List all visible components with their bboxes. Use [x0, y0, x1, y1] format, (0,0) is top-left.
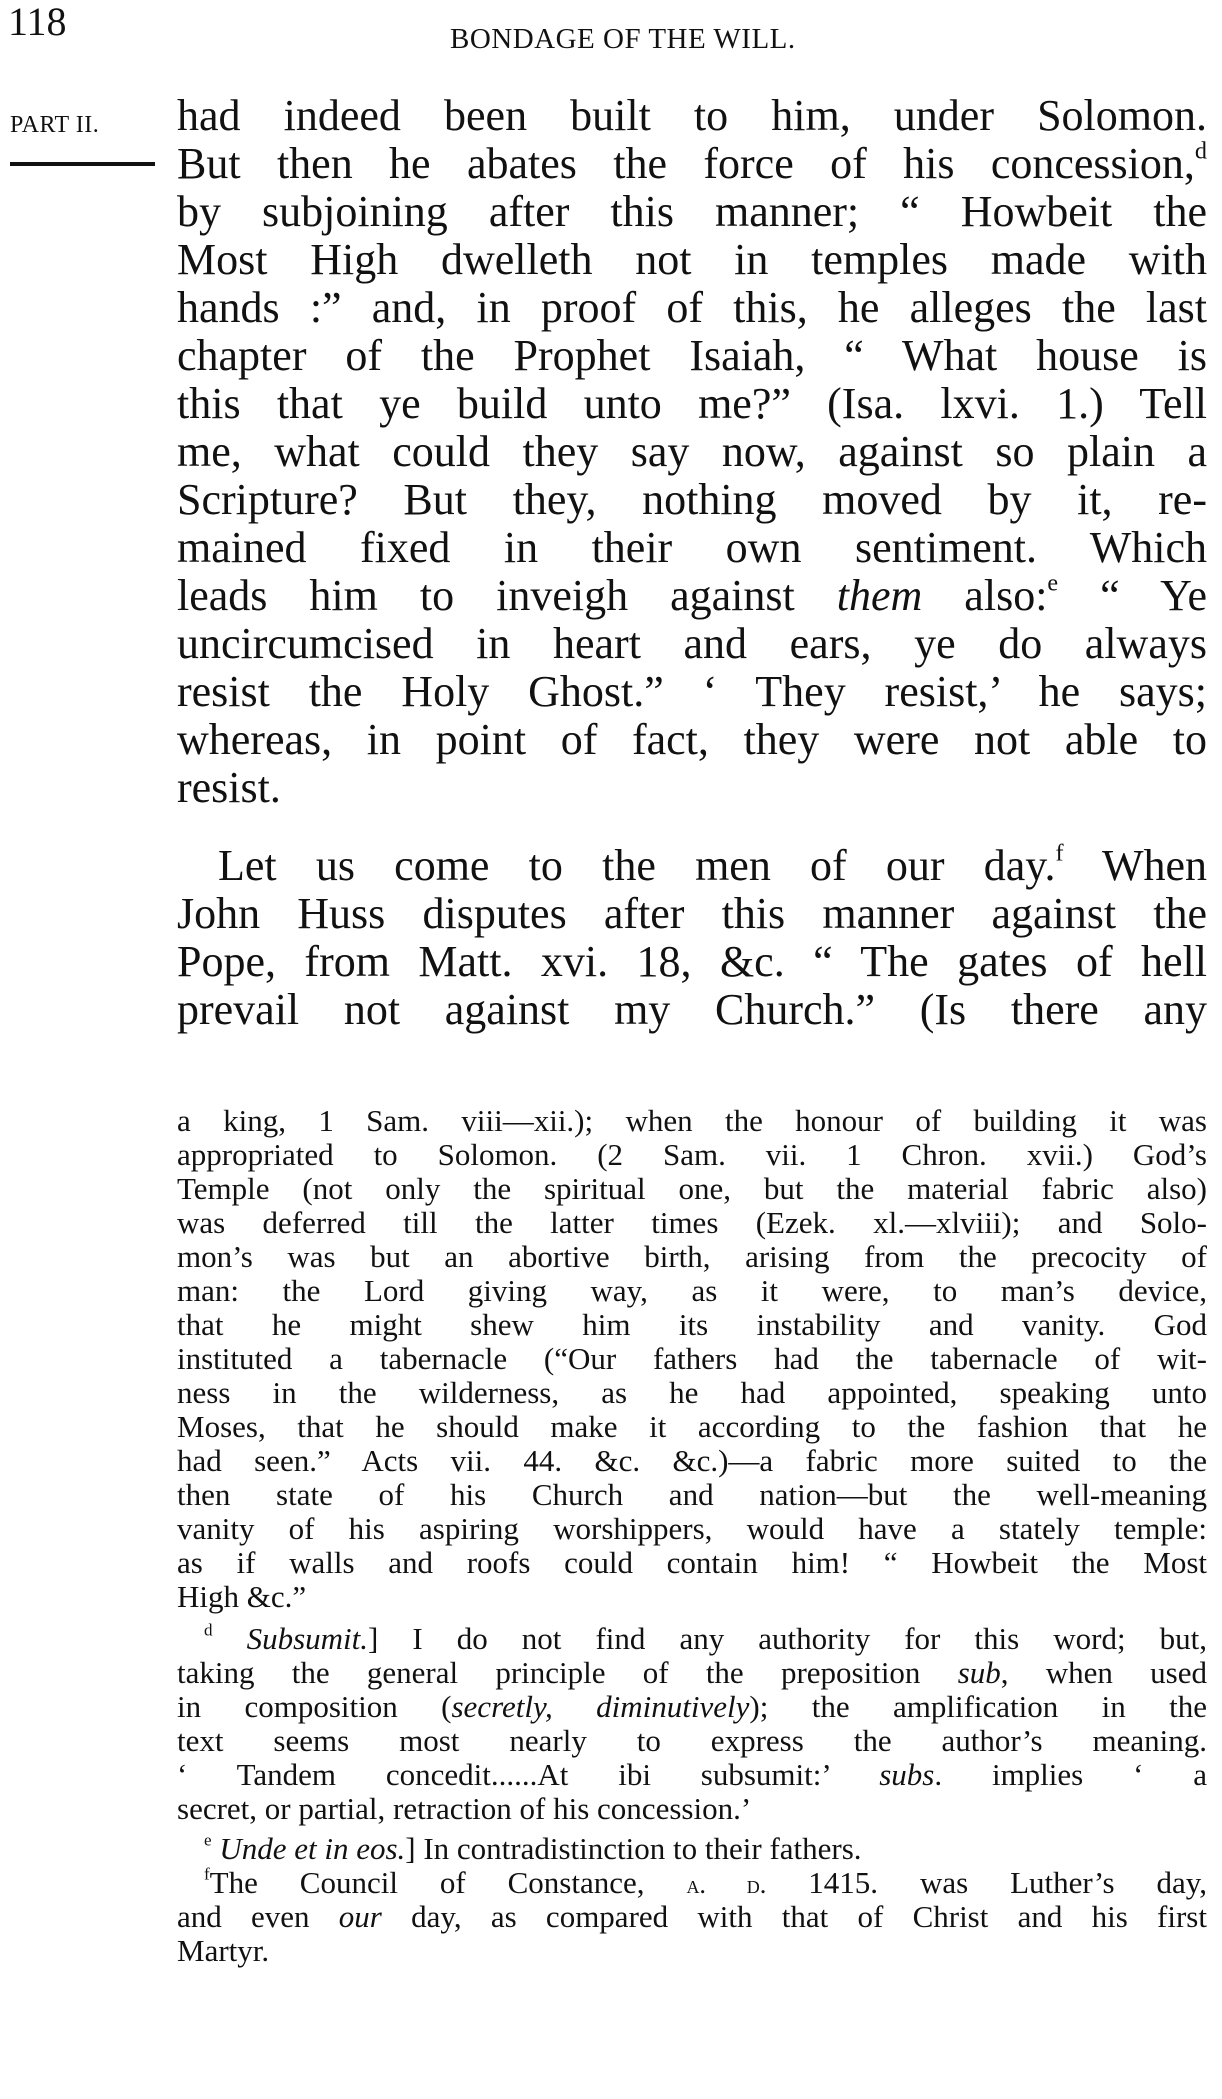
body-line: this that ye build unto me?” (Isa. lxvi. 1.) Tell [177, 379, 1207, 428]
body-line: had indeed been built to him, under Solomon. [177, 91, 1207, 140]
footnote-line: then state of his Church and nation—but the well-meaning [177, 1477, 1207, 1512]
footnote-e: $^e$ Unde et in eos.] In contradistinction to their fathers. [204, 1830, 862, 1866]
footnote-line: secret, or partial, retraction of his concession.’ [177, 1791, 752, 1826]
italic-text: secretly, diminutively [451, 1689, 750, 1724]
italic-text: sub [957, 1655, 1001, 1690]
footnote-f-line: and even our day, as compared with that of Christ and his first [177, 1899, 1207, 1934]
footnote-marker: e [204, 1830, 212, 1850]
italic-text: them [836, 571, 923, 620]
footnote-line: as if walls and roofs could contain him! “ Howbeit the Most [177, 1545, 1207, 1580]
body-line: me, what could they say now, against so plain a [177, 427, 1207, 476]
footnote-line: instituted a tabernacle (“Our fathers had the tabernacle of wit- [177, 1341, 1207, 1376]
body-line: Scripture? But they, nothing moved by it, re- [177, 475, 1207, 524]
footnote-marker: d [204, 1620, 213, 1640]
footnote-line: text seems most nearly to express the author’s meaning. [177, 1723, 1207, 1758]
margin-rule [10, 162, 155, 166]
footnote-line: mon’s was but an abortive birth, arising from the precocity of [177, 1239, 1207, 1274]
footnote-d-first-line: $^d$ Subsumit.] I do not find any authority for this word; but, [204, 1620, 1208, 1656]
page-number: 118 [8, 0, 67, 44]
body-line: Let us come to the men of our day.$^f$ When [218, 839, 1208, 890]
footnote-f-line: $^f$The Council of Constance, a. d. 1415. was Luther’s day, [204, 1864, 1207, 1900]
body-line: mained fixed in their own sentiment. Which [177, 523, 1207, 572]
footnote-line: ‘ Tandem concedit......At ibi subsumit:’ subs. implies ‘ a [177, 1757, 1207, 1792]
footnote-marker: d [1194, 137, 1207, 165]
running-title: BONDAGE OF THE WILL. [450, 23, 796, 55]
footnote-marker: f [1055, 839, 1064, 867]
footnote-marker: e [1047, 569, 1059, 597]
footnote-line: had seen.” Acts vii. 44. &c. &c.)—a fabric more suited to the [177, 1443, 1207, 1478]
body-line: prevail not against my Church.” (Is there any [177, 985, 1207, 1034]
footnote-lemma: Unde et in eos. [219, 1831, 406, 1866]
footnote-line: Temple (not only the spiritual one, but the material fabric also) [177, 1171, 1207, 1206]
body-line: resist the Holy Ghost.” ‘ They resist,’ he says; [177, 667, 1207, 716]
footnote-line: Moses, that he should make it according to the fashion that he [177, 1409, 1207, 1444]
footnote-line: ness in the wilderness, as he had appointed, speaking unto [177, 1375, 1207, 1410]
footnote-line: vanity of his aspiring worshippers, would have a stately temple: [177, 1511, 1207, 1546]
body-line: whereas, in point of fact, they were not able to [177, 715, 1207, 764]
footnote-line: High &c.” [177, 1579, 307, 1614]
body-line: John Huss disputes after this manner against the [177, 889, 1207, 938]
footnote-line: in composition (secretly, diminutively); the amplification in the [177, 1689, 1207, 1724]
footnote-line: appropriated to Solomon. (2 Sam. vii. 1 Chron. xvii.) God’s [177, 1137, 1207, 1172]
body-line: Pope, from Matt. xvi. 18, &c. “ The gates of hell [177, 937, 1207, 986]
footnote-f-line: Martyr. [177, 1933, 270, 1968]
margin-part-label: PART II. [10, 112, 100, 138]
footnote-lemma: Subsumit. [246, 1621, 369, 1656]
body-line: uncircumcised in heart and ears, ye do always [177, 619, 1207, 668]
footnote-line: man: the Lord giving way, as it were, to man’s device, [177, 1273, 1207, 1308]
small-caps-text: a. d. [686, 1870, 767, 1899]
footnote-line: that he might shew him its instability and vanity. God [177, 1307, 1207, 1342]
footnote-marker: f [204, 1864, 210, 1884]
body-line: But then he abates the force of his concession,$^d$ [177, 137, 1207, 188]
body-line: hands :” and, in proof of this, he alleges the last [177, 283, 1207, 332]
italic-text: subs [879, 1757, 935, 1792]
italic-text: our [338, 1899, 382, 1934]
footnote-line: a king, 1 Sam. viii—xii.); when the honour of building it was [177, 1103, 1207, 1138]
body-line: Most High dwelleth not in temples made with [177, 235, 1207, 284]
footnote-line: was deferred till the latter times (Ezek. xl.—xlviii); and Solo- [177, 1205, 1207, 1240]
body-line: leads him to inveigh against them also:$^e$ “ Ye [177, 569, 1207, 620]
body-line: resist. [177, 763, 281, 812]
body-line: chapter of the Prophet Isaiah, “ What house is [177, 331, 1207, 380]
body-line: by subjoining after this manner; “ Howbeit the [177, 187, 1207, 236]
footnote-line: taking the general principle of the preposition sub, when used [177, 1655, 1207, 1690]
